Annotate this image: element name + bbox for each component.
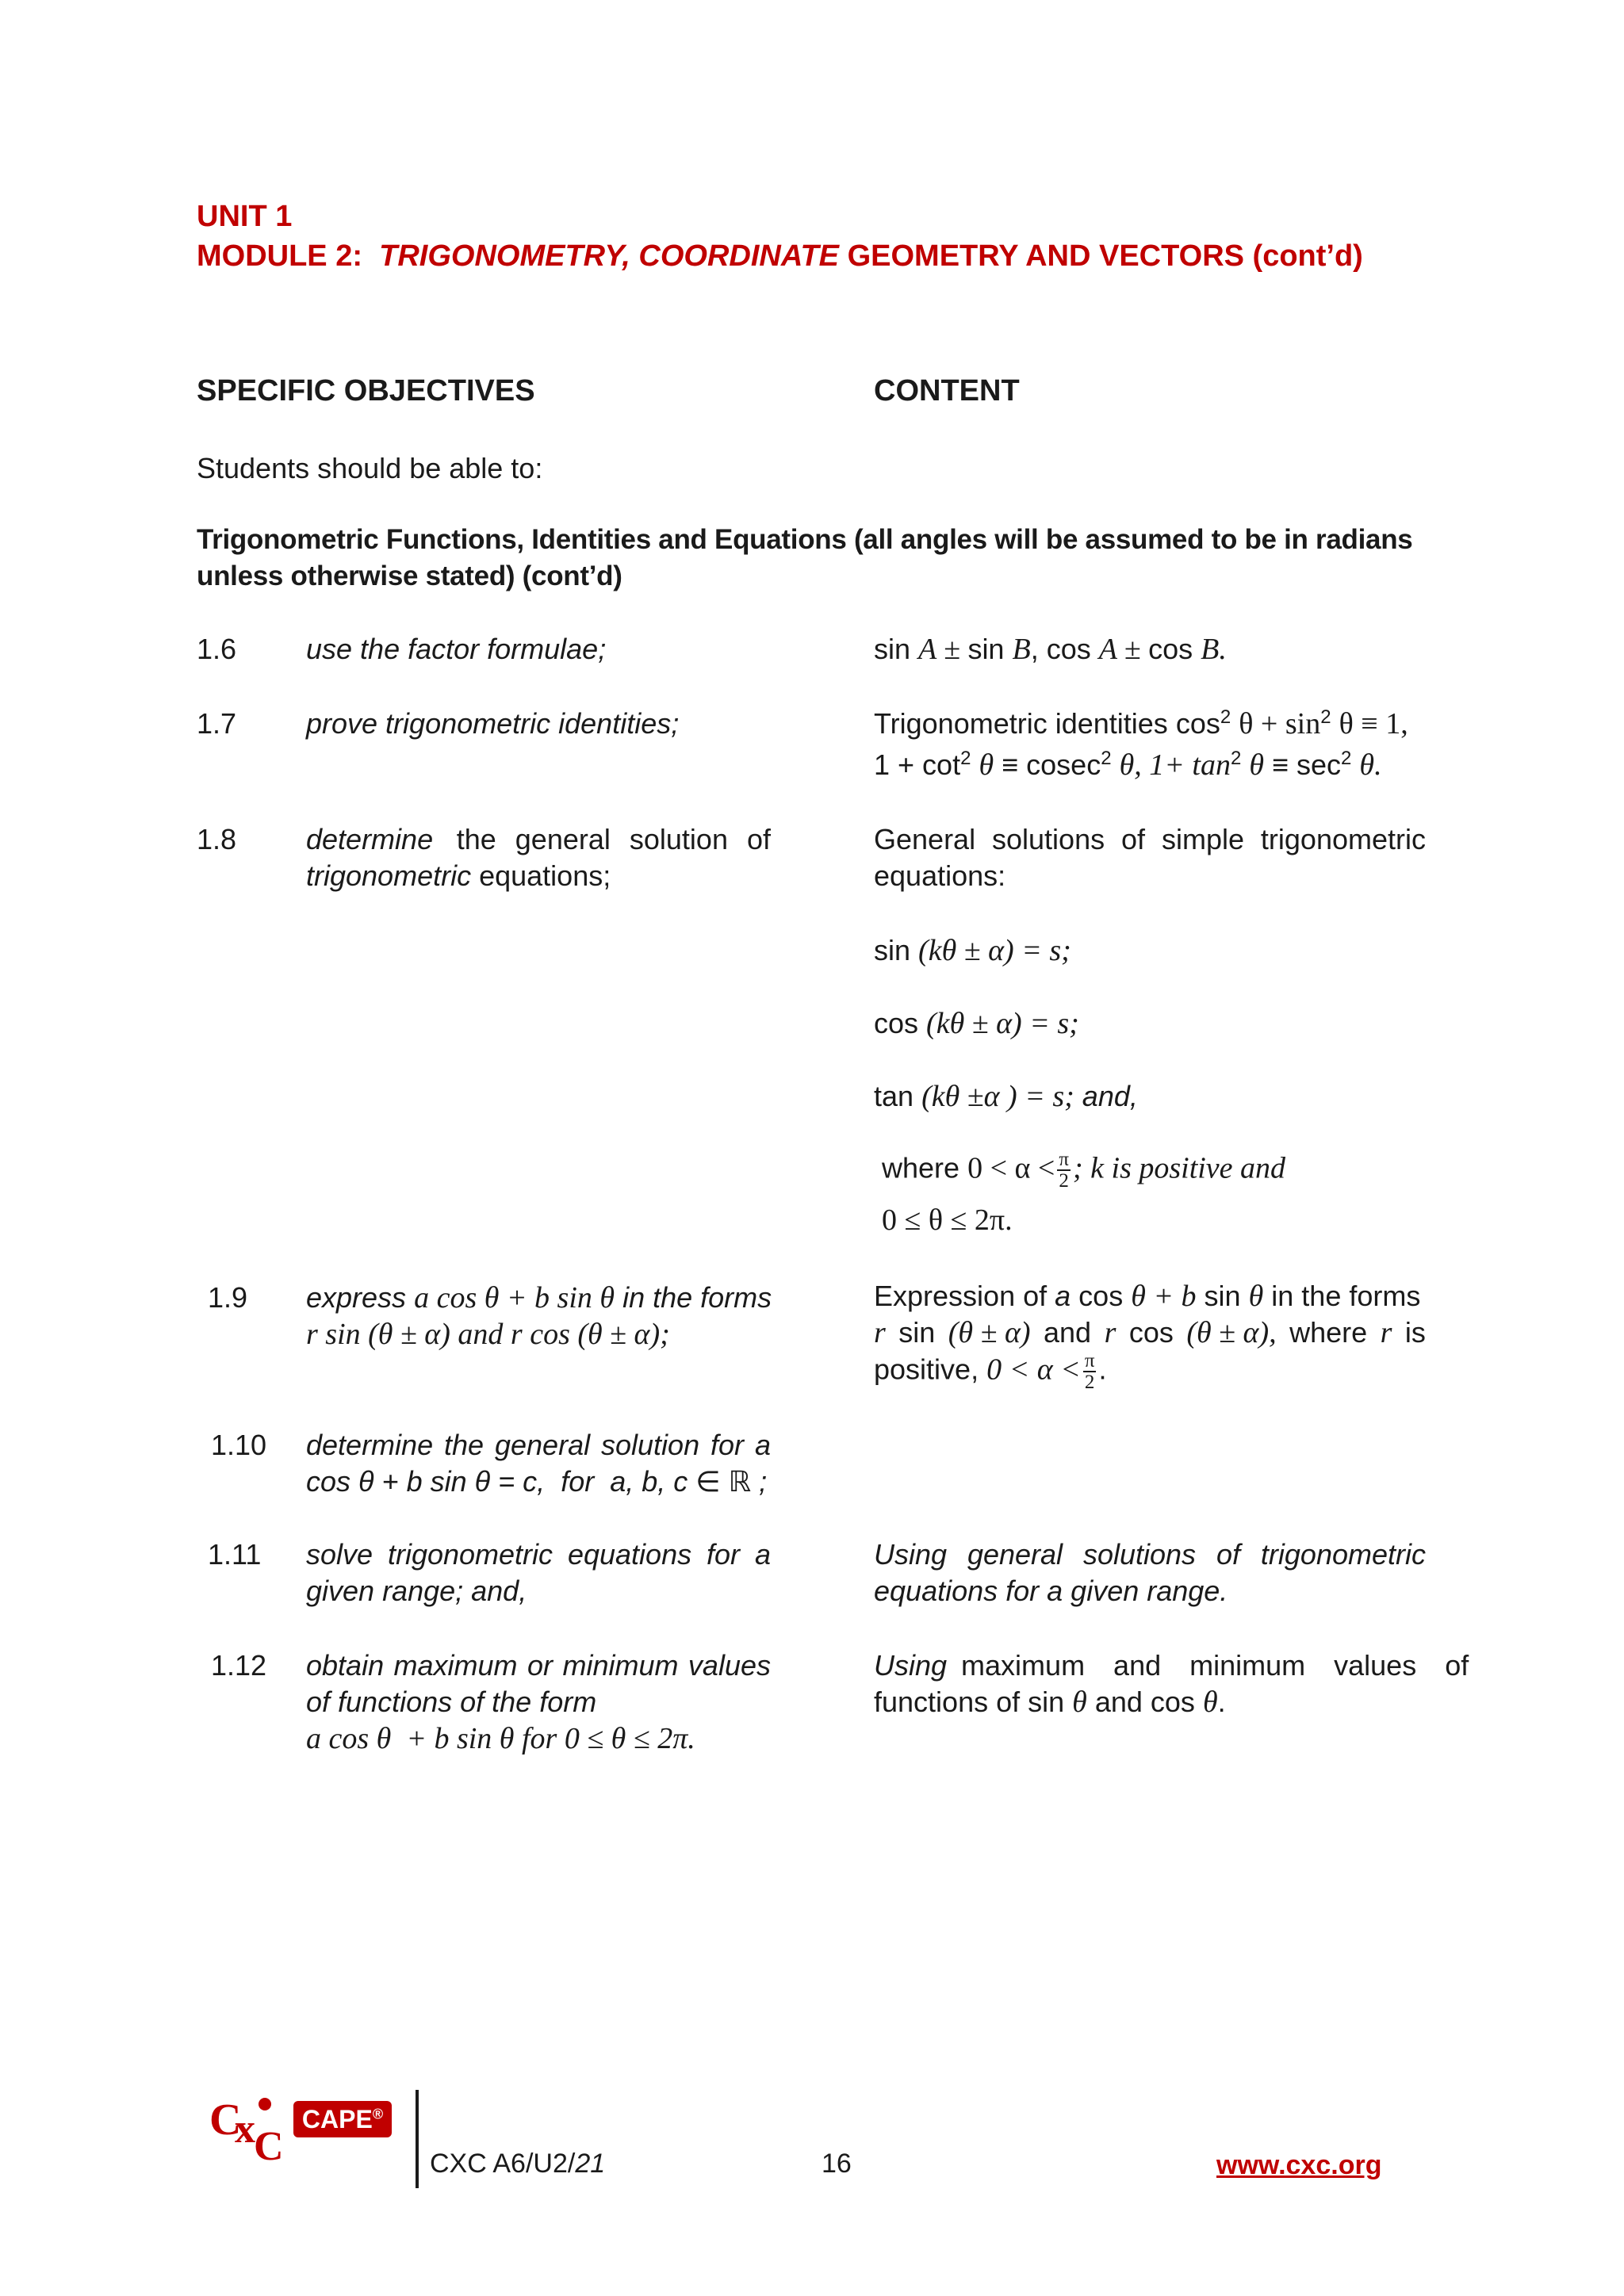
module-heading	[197, 236, 1363, 276]
cape-badge: CAPE®	[293, 2101, 392, 2137]
objective-text: use the factor formulae;	[306, 633, 607, 665]
objective-number: 1.8	[197, 823, 237, 855]
module-italic: TRIGONOMETRY, COORDINATE	[379, 239, 840, 273]
module-prefix: MODULE 2:	[197, 239, 362, 273]
content-identities	[874, 706, 1408, 783]
identity-line-1: Trigonometric identities $\cos^2 \theta + \sin^2 \theta \equiv 1$,	[874, 706, 1408, 740]
cxc-logo-icon	[208, 2093, 295, 2164]
objective-number: 1.10	[211, 1429, 267, 1461]
objective-number: 1.7	[197, 707, 237, 740]
math-a: A ±	[1098, 633, 1149, 666]
footer-divider	[416, 2090, 419, 2188]
objective-text: solve trigonometric equations for a given range; and,	[306, 1538, 771, 1607]
content-heading: CONTENT	[874, 374, 1020, 408]
objective-text: obtain maximum or minimum values of functions of the form a cos θ + b sin θ for 0 ≤ θ ≤ 2π.	[306, 1649, 771, 1755]
range-condition: 0 ≤ θ ≤ 2π.	[882, 1203, 1013, 1237]
page-number: 16	[822, 2149, 852, 2179]
unit-heading: UNIT 1	[197, 200, 293, 233]
specific-objectives-heading: SPECIFIC OBJECTIVES	[197, 374, 535, 408]
document-code: CXC A6/U2/21	[430, 2149, 606, 2179]
equation-tan: tan (kθ ±α ) = s; and,	[874, 1080, 1138, 1113]
objective-number: 1.9	[208, 1281, 248, 1314]
svg-text:x: x	[235, 2107, 255, 2152]
content-general-solutions: General solutions of simple trigonometric equations:	[874, 823, 1426, 892]
section-title: Trigonometric Functions, Identities and Equations (all angles will be assumed to be in radians unless otherwise stated) (cont’d)	[197, 524, 1413, 591]
objective-text: determine the general solution for a cos θ + b sin θ = c, for a, b, c ∈ ℝ ;	[306, 1429, 771, 1498]
where-condition: where 0 < α < $\frac{\pi}{2}$ ; k is positive and	[882, 1149, 1286, 1192]
equation-sin: sin (kθ ± α) = s;	[874, 934, 1071, 967]
fn-sin: sin	[874, 633, 911, 665]
objective-text: determine the general solution of trigonometric equations;	[306, 823, 771, 892]
math-b: B	[1012, 633, 1031, 666]
equation-cos: cos (kθ ± α) = s;	[874, 1007, 1079, 1040]
objective-text: prove trigonometric identities;	[306, 707, 680, 740]
content-text: Using maximum and minimum values of functions of sin θ and cos θ.	[874, 1649, 1469, 1719]
cxc-cape-logo	[208, 2093, 406, 2164]
objective-number: 1.12	[211, 1649, 267, 1682]
objective-number: 1.11	[208, 1538, 262, 1571]
fraction-pi-over-2: $\frac{\pi}{2}$	[1084, 1350, 1095, 1393]
content-text	[874, 631, 1227, 668]
content-text: Using general solutions of trigonometric equations for a given range.	[874, 1538, 1426, 1607]
math-b: B.	[1201, 633, 1227, 666]
objective-number: 1.6	[197, 633, 237, 665]
content-expression: Expression of a cos θ + b sin θ in the forms r sin (θ ± α) and r cos (θ ± α), where r is positive, 0 < α < $\frac{\pi}{2}$ .	[874, 1280, 1426, 1393]
fn-cos: , cos	[1030, 633, 1099, 665]
svg-text:C: C	[254, 2124, 284, 2164]
fraction-pi-over-2: $\frac{\pi}{2}$	[1059, 1149, 1069, 1192]
svg-text:C: C	[209, 2095, 242, 2145]
website-link[interactable]: www.cxc.org	[1216, 2150, 1382, 2180]
identity-line-2: $1 + \cot^2 \theta \equiv cosec^2$ θ, $1+ \tan^2 \theta \equiv \sec^2 \theta$.	[874, 748, 1382, 782]
objective-text: express a cos θ + b sin θ in the forms r sin (θ ± α) and r cos (θ ± α);	[306, 1281, 772, 1351]
fn-sin: sin	[967, 633, 1005, 665]
module-rest: GEOMETRY AND VECTORS (cont’d)	[847, 239, 1363, 273]
intro-text: Students should be able to:	[197, 452, 543, 484]
math-a: A ±	[918, 633, 968, 666]
fn-cos: cos	[1148, 633, 1201, 665]
